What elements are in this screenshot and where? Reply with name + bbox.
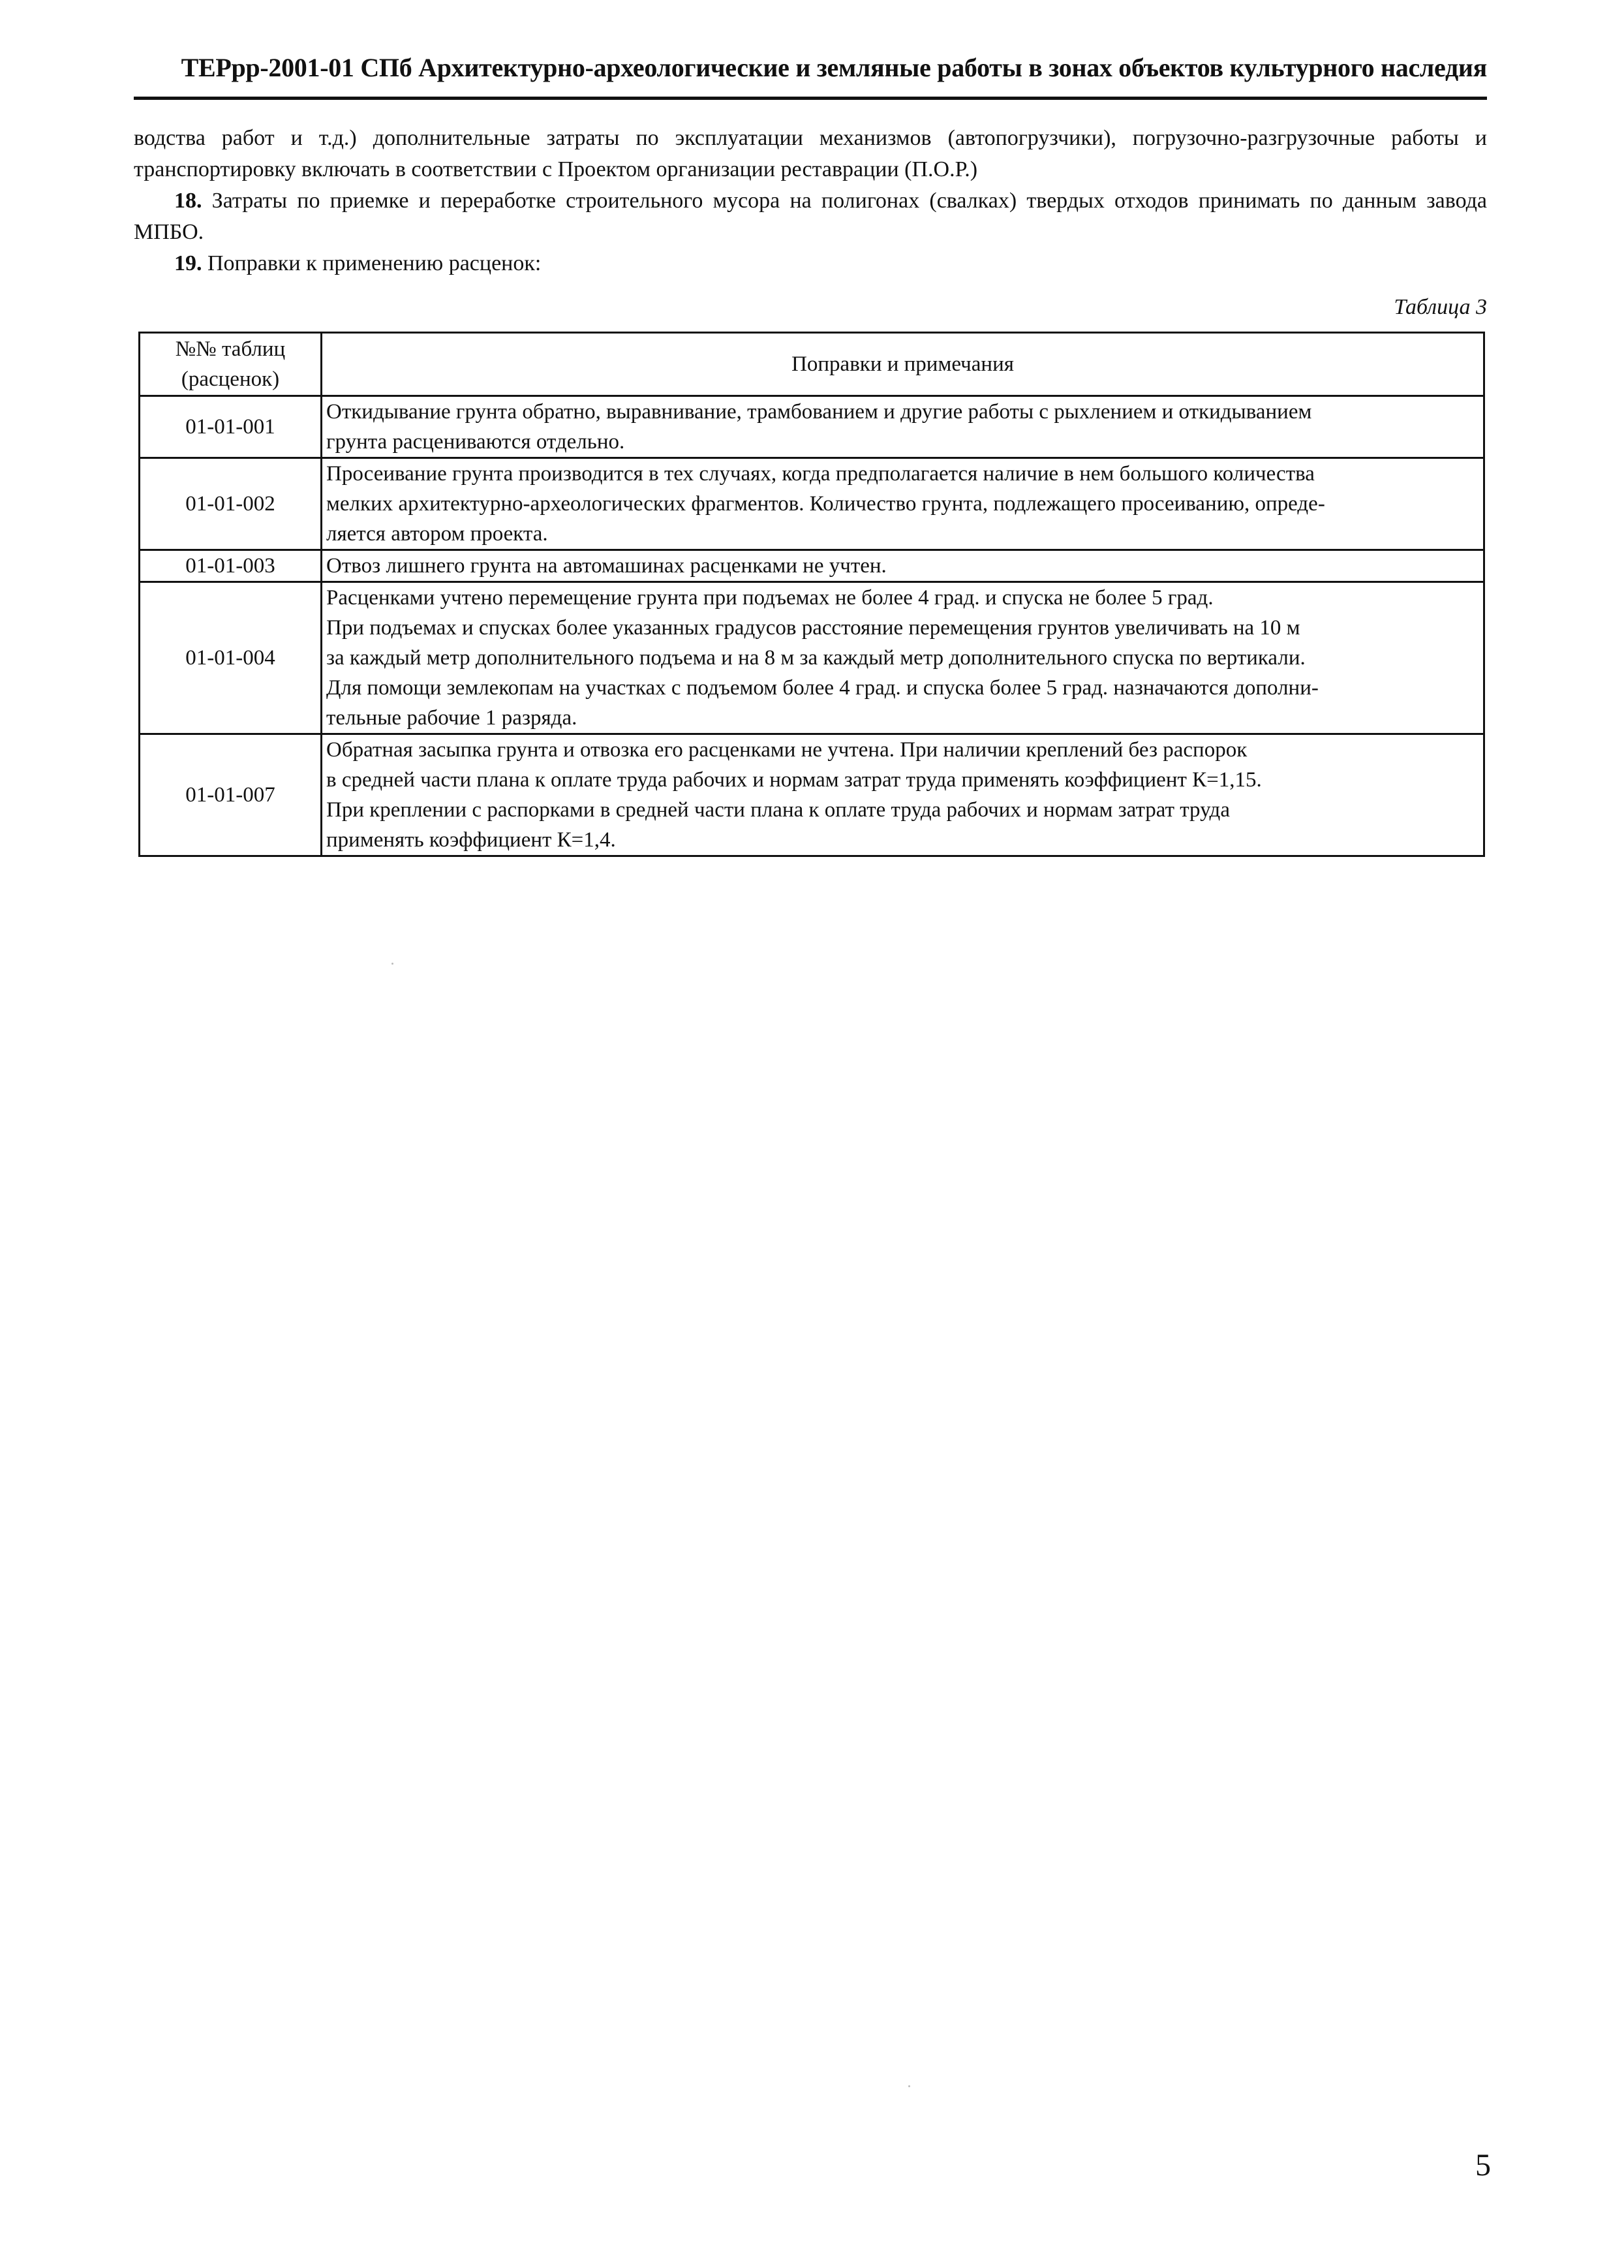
scan-speck xyxy=(908,2085,910,2087)
page-number: 5 xyxy=(1475,2148,1491,2183)
scan-speck xyxy=(391,963,393,965)
note-line: грунта расцениваются отдельно. xyxy=(326,430,625,454)
header-col1-line1: №№ таблиц xyxy=(175,337,286,361)
note-line: за каждый метр дополнительного подъема и на 8 м за каждый метр дополнительного спуска по вертикали. xyxy=(326,646,1306,670)
row-code: 01-01-004 xyxy=(140,582,322,734)
note-line: в средней части плана к оплате труда рабочих и нормам затрат труда применять коэффициент К=1,15. xyxy=(326,768,1262,792)
note-line: Отвоз лишнего грунта на автомашинах расценками не учтен. xyxy=(326,554,887,578)
note-line: При подъемах и спусках более указанных градусов расстояние перемещения грунтов увеличивать на 10 м xyxy=(326,616,1300,640)
corrections-table xyxy=(138,332,1485,857)
table-row xyxy=(140,582,1484,734)
paragraph-18 xyxy=(134,185,1487,248)
row-code: 01-01-002 xyxy=(140,458,322,550)
note-line: Обратная засыпка грунта и отвозка его расценками не учтена. При наличии креплений без распорок xyxy=(326,738,1248,762)
row-note xyxy=(322,582,1484,734)
table-row xyxy=(140,734,1484,856)
row-note xyxy=(322,734,1484,856)
note-line: Расценками учтено перемещение грунта при подъемах не более 4 град. и спуска не более 5 град. xyxy=(326,586,1214,610)
table-row xyxy=(140,396,1484,458)
header-rule xyxy=(134,97,1487,100)
note-line: Для помощи землекопам на участках с подъемом более 4 град. и спуска более 5 град. назначаются дополни- xyxy=(326,676,1319,700)
row-note xyxy=(322,550,1484,582)
row-code: 01-01-003 xyxy=(140,550,322,582)
note-line: ляется автором проекта. xyxy=(326,522,548,546)
table-caption: Таблица 3 xyxy=(1394,295,1487,319)
note-line: тельные рабочие 1 разряда. xyxy=(326,706,577,730)
paragraph-19 xyxy=(134,248,1487,279)
note-line: Откидывание грунта обратно, выравнивание, трамбованием и другие работы с рыхлением и откидыванием xyxy=(326,400,1312,424)
running-header: ТЕРрр-2001-01 СПб Архитектурно-археологические и земляные работы в зонах объектов культурного наследия xyxy=(181,53,1487,82)
note-line: При креплении с распорками в средней части плана к оплате труда рабочих и нормам затрат труда xyxy=(326,798,1230,822)
table-header-row xyxy=(140,333,1484,396)
paragraph-18-text: Затраты по приемке и переработке строительного мусора на полигонах (свалках) твердых отходов принимать по данным завода МПБО. xyxy=(134,189,1487,244)
header-col-table-numbers xyxy=(140,333,322,396)
row-note xyxy=(322,458,1484,550)
row-note xyxy=(322,396,1484,458)
row-code: 01-01-001 xyxy=(140,396,322,458)
table-row xyxy=(140,550,1484,582)
paragraph-19-number: 19. xyxy=(174,251,202,275)
table-row xyxy=(140,458,1484,550)
row-code: 01-01-007 xyxy=(140,734,322,856)
paragraph-continuation: водства работ и т.д.) дополнительные затраты по эксплуатации механизмов (автопогрузчики), погрузочно-разгрузочные работы и транспортировку включать в соответствии с Проектом организации реставрации (П.О.Р.) xyxy=(134,126,1487,181)
note-line: мелких архитектурно-археологических фрагментов. Количество грунта, подлежащего просеиванию, опреде- xyxy=(326,492,1325,516)
body-text xyxy=(134,123,1487,279)
note-line: Просеивание грунта производится в тех случаях, когда предполагается наличие в нем большого количества xyxy=(326,462,1315,486)
header-col1-line2: (расценок) xyxy=(181,367,280,391)
note-line: применять коэффициент К=1,4. xyxy=(326,828,616,852)
paragraph-18-number: 18. xyxy=(174,189,202,213)
header-col-notes: Поправки и примечания xyxy=(322,333,1484,396)
paragraph-19-text: Поправки к применению расценок: xyxy=(202,251,542,275)
table-body xyxy=(140,396,1484,856)
